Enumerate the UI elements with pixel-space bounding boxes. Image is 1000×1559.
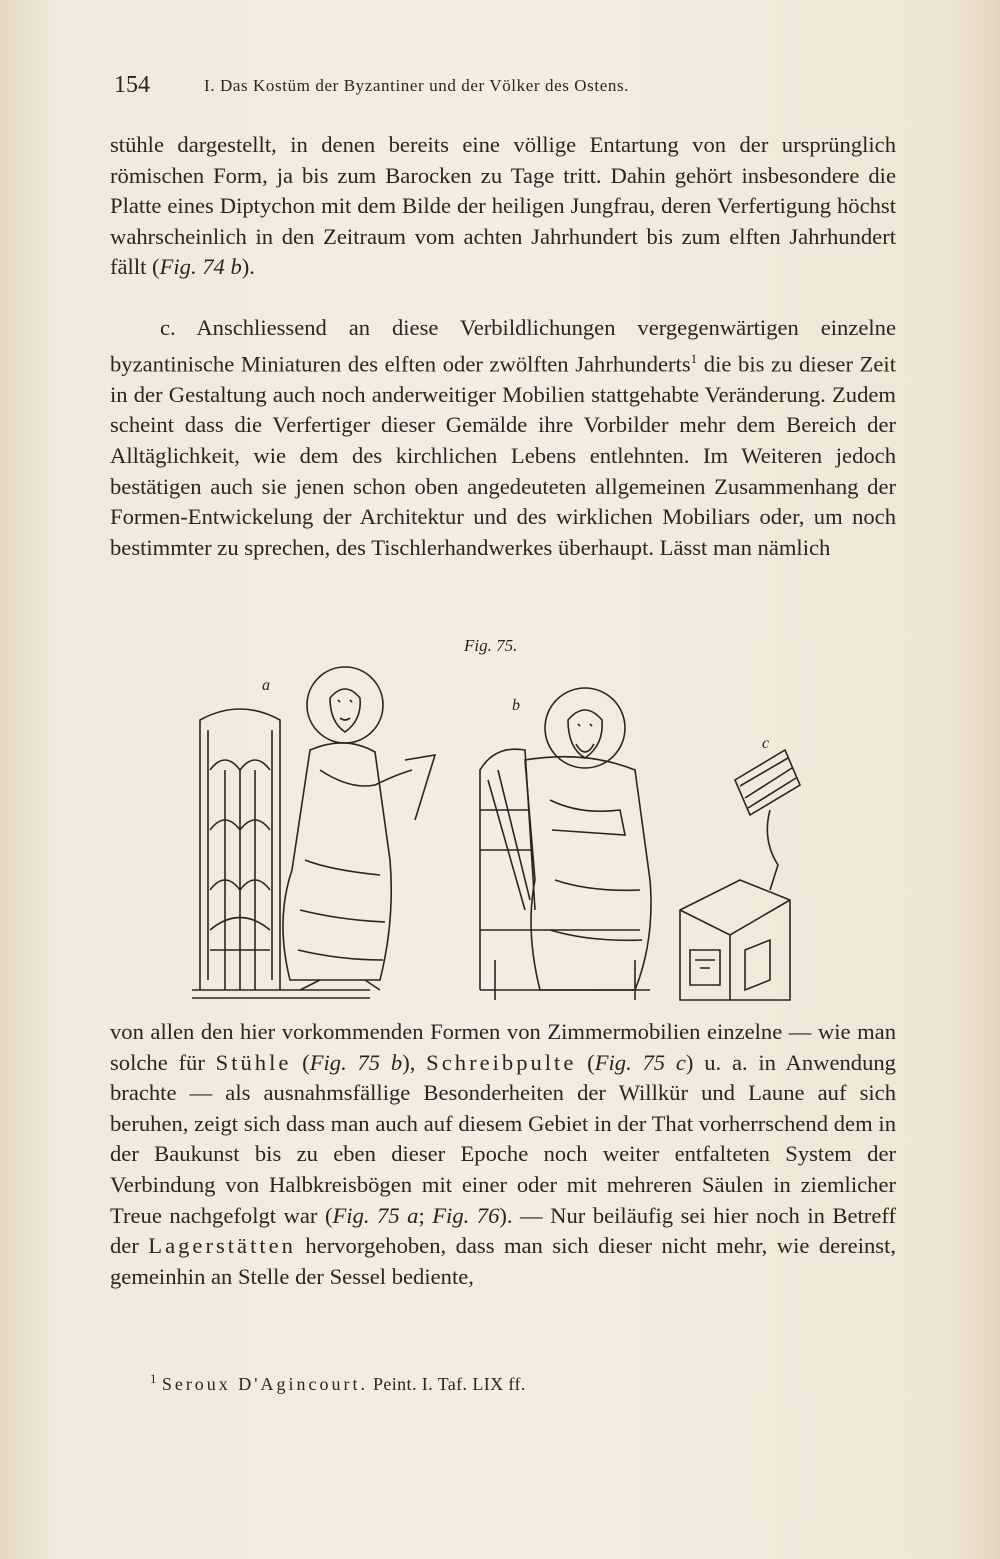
figure-reference: Fig. 75 a — [332, 1202, 419, 1228]
footnote: $^1$ Seroux D'Agincourt. Peint. I. Taf. LIX ff. — [150, 1371, 526, 1394]
figure-label-a: a — [262, 677, 270, 694]
page-number: 154 — [114, 72, 150, 98]
figure-reference: Fig. 76 — [432, 1202, 500, 1228]
figure-caption: Fig. 75. — [464, 636, 518, 655]
figure-reference: Fig. 75 c — [594, 1049, 686, 1075]
figure-b-seated-writer — [480, 688, 651, 1000]
figure-label-c: c — [762, 735, 770, 752]
figure-c-writing-desk — [680, 735, 800, 1000]
figure-a-arcaded-throne — [192, 667, 435, 998]
paragraph-3: von allen den hier vorkommenden Formen von Zimmermobilien einzelne — wie man solche für Stühle (Fig. 75 b), Schreibpulte (Fig. 75 c) u. a. in Anwendung brachte — als ausnahmsfällige Besonderheiten der Willkür und Laune auf sich beruhen, zeigt sich dass man auch auf diesem Gebiet in der That vorherrschend dem in der Baukunst bis zu eben dieser Epoche noch weiter entfalteten System der Verbindung von Halbkreisbögen mit einer oder mit mehreren Säulen in ziemlicher Treue nachgefolgt war (Fig. 75 a; Fig. 76). — Nur beiläufig sei hier noch in Betreff der Lagerstätten hervorgehoben, dass man sich dieser nicht mehr, wie dereinst, gemeinhin an Stelle der Sessel bediente, — [110, 1019, 896, 1289]
footnote-marker: 1 — [690, 350, 698, 366]
figure-reference: Fig. 75 b — [309, 1049, 403, 1075]
paragraph-1: stühle dargestellt, in denen bereits eine völlige Entartung von der ursprünglich römischen Form, ja bis zum Barocken zu Tage tritt. Dahin gehört insbesondere die Platte eines Diptychon mit dem Bilde der heiligen Jungfrau, deren Verfertigung höchst wahrscheinlich in den Zeitraum vom achten Jahrhundert bis zum elften Jahrhundert fällt (Fig. 74 b). — [110, 132, 896, 280]
figure-75-illustration — [180, 660, 830, 1010]
running-head: I. Das Kostüm der Byzantiner und der Völker des Ostens. — [204, 76, 630, 95]
figure-reference: Fig. 74 b — [159, 254, 242, 280]
page-header — [110, 72, 900, 106]
paragraph-2: c. Anschliessend an diese Verbildlichungen vergegenwärtigen einzelne byzantinische Miniaturen des elften oder zwölften Jahrhunderts$^1$ die bis zu dieser Zeit in der Gestaltung auch noch anderweitiger Mobilien stattgehabte Veränderung. Zudem scheint dass die Verfertiger dieser Gemälde ihre Vorbilder mehr dem Bereich der Alltäglichkeit, wie dem des kirchlichen Lebens entlehnten. Im Weiteren jedoch bestätigen auch sie jenen schon oben angedeuteten allgemeinen Zusammenhang der Formen-Entwickelung der Architektur und des wirklichen Mobiliars oder, um noch bestimmter zu sprechen, des Tischlerhandwerkes überhaupt. Lässt man nämlich — [110, 315, 896, 560]
footnote-author: Seroux D'Agincourt. — [161, 1374, 369, 1394]
figure-label-b: b — [512, 697, 520, 714]
